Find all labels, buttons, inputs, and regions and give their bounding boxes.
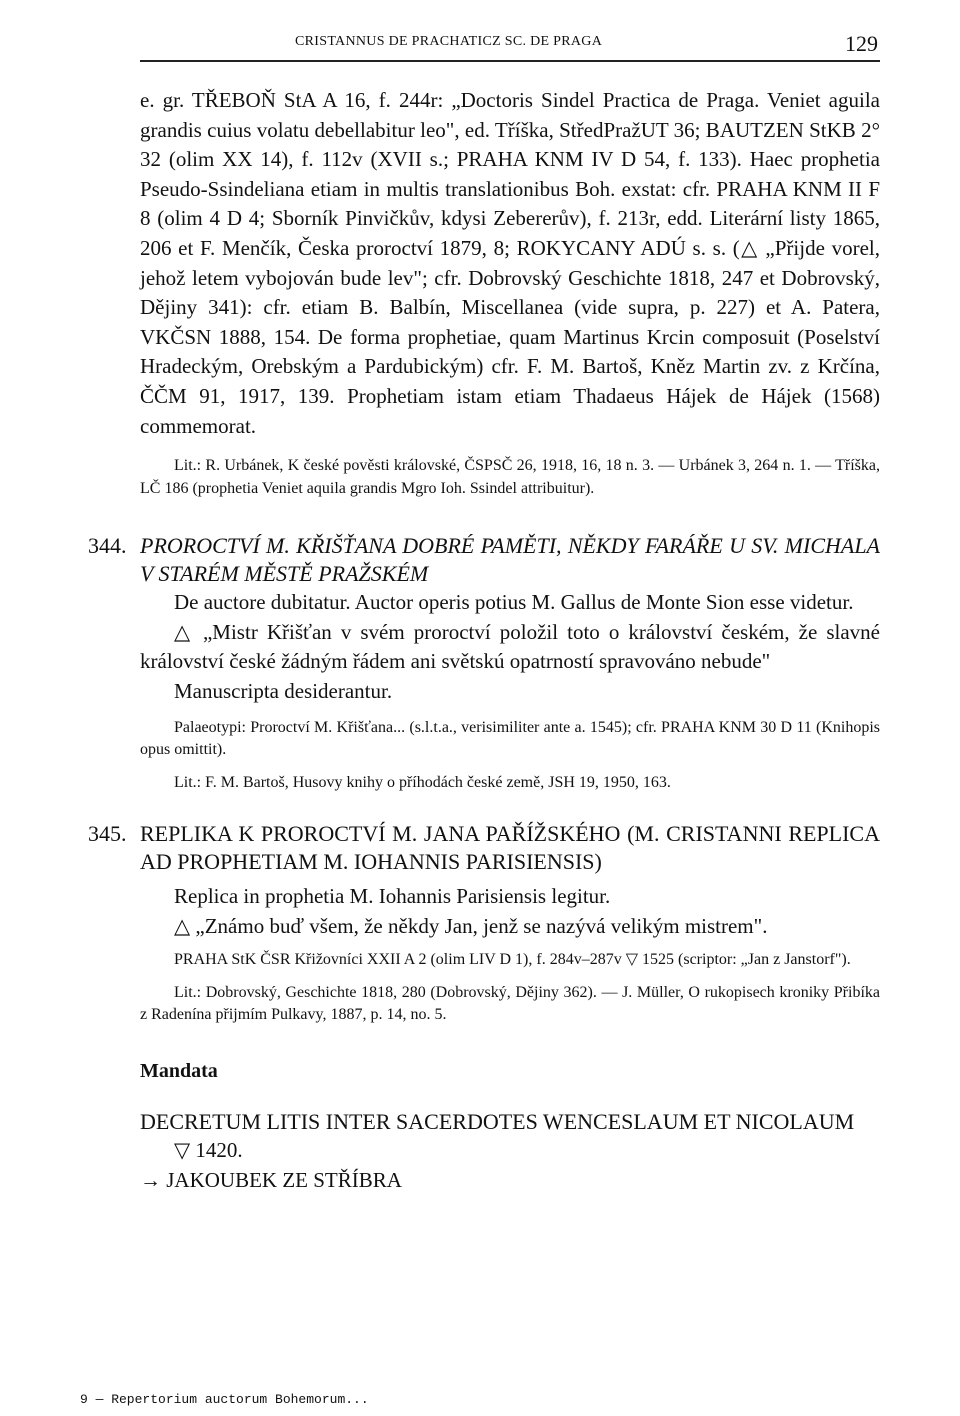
- running-title: CRISTANNUS DE PRACHATICZ SC. DE PRAGA: [295, 34, 603, 49]
- literature-note: Lit.: Dobrovský, Geschichte 1818, 280 (Dobrovský, Dějiny 362). — J. Müller, O rukopisech kroniky Přibíka z Radenína přijmím Pulkavy, 1887, p. 14, no. 5.: [140, 983, 880, 1024]
- palaeotypi-note: Palaeotypi: Proroctví M. Křišťana... (s.l.t.a., verisimiliter ante a. 1545); cfr. PRAHA KNM 30 D 11 (Knihopis opus omittit).: [140, 718, 880, 758]
- page-number: 129: [845, 31, 878, 56]
- page-footer: 9 — Repertorium auctorum Bohemorum...: [80, 1392, 369, 1407]
- entry-text: Replica in prophetia M. Iohannis Parisiensis legitur.: [174, 884, 611, 908]
- entry-title-text: PROROCTVÍ M. KŘIŠŤANA DOBRÉ PAMĚTI, NĚKDY FARÁŘE U SV. MICHALA V STARÉM MĚSTĚ PRAŽSKÉM: [140, 533, 880, 587]
- entry-title: [88, 820, 880, 876]
- decretum-title: DECRETUM LITIS INTER SACERDOTES WENCESLAUM ET NICOLAUM: [140, 1109, 855, 1135]
- decretum-year: ▽ 1420.: [174, 1138, 243, 1163]
- entry-number: 345.: [88, 821, 127, 846]
- incipit-text: △ „Mistr Křišťan v svém proroctví položil toto o království českém, že slavné království české žádným řádem ani světskú opatrností spravováno nebude": [140, 619, 880, 674]
- section-heading: Mandata: [140, 1059, 218, 1082]
- page-body: [88, 86, 880, 1195]
- incipit-text: △ „Známo buď všem, že někdy Jan, jenž se nazývá velikým mistrem".: [174, 913, 768, 938]
- literature-note: Lit.: F. M. Bartoš, Husovy knihy o příhodách české země, JSH 19, 1950, 163.: [174, 773, 671, 791]
- running-header: [140, 30, 880, 62]
- entry-344: [88, 532, 880, 794]
- decretum-entry: [140, 1108, 880, 1195]
- entry-number: 344.: [88, 533, 127, 559]
- entry-title-text: REPLIKA K PROROCTVÍ M. JANA PAŘÍŽSKÉHO (M. CRISTANNI REPLICA AD PROPHETIAM M. IOHANNIS PARISIENSIS): [140, 821, 880, 874]
- literature-note: Lit.: R. Urbánek, K české pověsti královské, ČSPSČ 26, 1918, 16, 18 n. 3. — Urbánek 3, 264 n. 1. — Tříška, LČ 186 (prophetia Veniet aquila grandis Mgro Ioh. Ssindel attribuitur).: [140, 457, 880, 497]
- entry-title: [88, 532, 880, 588]
- manuscript-note: PRAHA StK ČSR Křižovníci XXII A 2 (olim LIV D 1), f. 284v–287v ▽ 1525 (scriptor: „Jan z Janstorf").: [174, 951, 851, 969]
- manuscripta-note: Manuscripta desiderantur.: [174, 678, 393, 703]
- entry-text: De auctore dubitatur. Auctor operis potius M. Gallus de Monte Sion esse videtur.: [174, 590, 854, 615]
- decretum-author: → JAKOUBEK ZE STŘÍBRA: [140, 1167, 402, 1192]
- entry-345: [88, 820, 880, 1027]
- entry-continuation-paragraph: e. gr. TŘEBOŇ StA A 16, f. 244r: „Doctoris Sindel Practica de Praga. Veniet aguila grandis cuius volatu debellabitur leo", ed. Tříška, StředPražUT 36; BAUTZEN StKB 2° 32 (olim XX 14), f. 112v (XVII s.; PRAHA KNM IV D 54, f. 133). Haec prophetia Pseudo-Ssindeliana etiam in multis translationibus Boh. exstat: cfr. PRAHA KNM II F 8 (olim 4 D 4; Sborník Pinvičkův, kdysi Zebererův), f. 213r, edd. Literární listy 1865, 206 et F. Menčík, Česka proroctví 1879, 8; ROKYCANY ADÚ s. s. (△ „Přijde vorel, jehož letem vybojován bude lev"; cfr. Dobrovský Geschichte 1818, 247 et Dobrovský, Dějiny 341): cfr. etiam B. Balbín, Miscellanea (vide supra, p. 227) et A. Patera, VKČSN 1888, 154. De forma prophetiae, quam Martinus Krcin composuit (Poselství Hradeckým, Orebským a Pardubickým) cfr. F. M. Bartoš, Kněz Martin zv. z Krčína, ČČM 91, 1917, 139. Prophetiam istam etiam Thadaeus Hájek de Hájek (1568) commemorat.: [140, 88, 880, 438]
